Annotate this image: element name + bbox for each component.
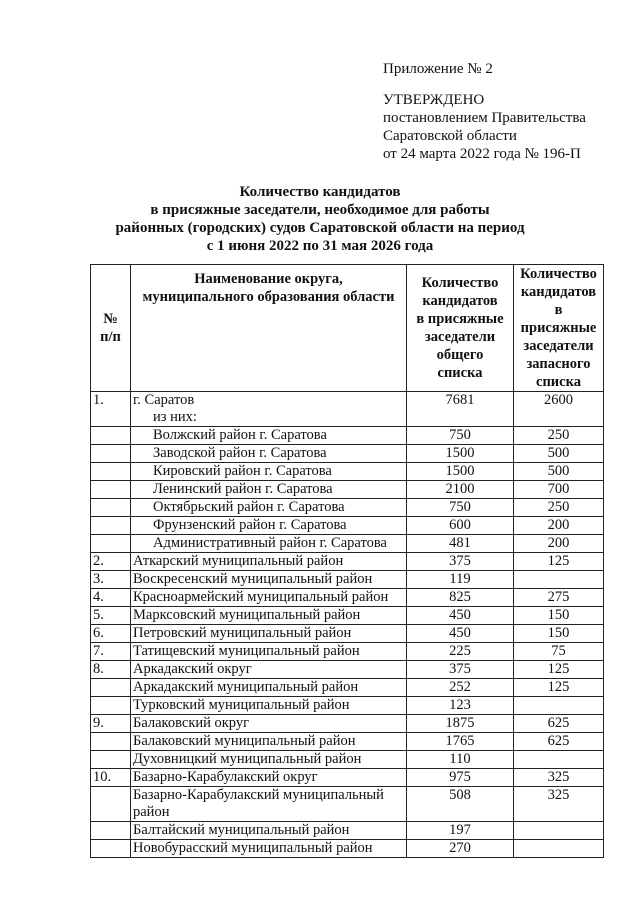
header-name-line: муниципального образования области: [142, 289, 395, 305]
table-row: [91, 445, 604, 463]
header-general-line: общего: [436, 347, 484, 363]
row-name: Турковский муниципальный район: [131, 697, 407, 715]
row-name: Балаковский муниципальный район: [131, 733, 407, 751]
row-reserve-count: 625: [514, 733, 604, 751]
row-general-count: 750: [407, 499, 514, 517]
row-number: [91, 517, 131, 535]
table-row: [91, 787, 604, 822]
row-name: Красноармейский муниципальный район: [131, 589, 407, 607]
appendix-label: Приложение № 2: [383, 61, 493, 77]
row-number: 3.: [91, 571, 131, 589]
table-row: [91, 589, 604, 607]
header-reserve-line: списка: [536, 374, 581, 390]
header-general-line: списка: [437, 365, 483, 381]
table-row: [91, 697, 604, 715]
row-number: [91, 787, 131, 822]
table-row: [91, 409, 604, 427]
row-number: 8.: [91, 661, 131, 679]
approval-line-1: постановлением Правительства: [383, 110, 586, 126]
row-number: [91, 427, 131, 445]
row-general-count: 7681: [407, 392, 514, 410]
row-name: Кировский район г. Саратова: [131, 463, 407, 481]
approval-line-2: Саратовской области: [383, 128, 517, 144]
row-reserve-count: 275: [514, 589, 604, 607]
row-general-count: 119: [407, 571, 514, 589]
row-number: 10.: [91, 769, 131, 787]
row-reserve-count: 625: [514, 715, 604, 733]
header-general-line: кандидатов: [422, 293, 498, 309]
row-name: г. Саратов: [131, 392, 407, 410]
row-number: [91, 751, 131, 769]
table-row: [91, 499, 604, 517]
row-general-count: 123: [407, 697, 514, 715]
row-number: [91, 822, 131, 840]
row-reserve-count: 500: [514, 445, 604, 463]
row-name: Петровский муниципальный район: [131, 625, 407, 643]
row-general-count: 1765: [407, 733, 514, 751]
row-reserve-count: 125: [514, 553, 604, 571]
row-general-count: 375: [407, 553, 514, 571]
row-general-count: 375: [407, 661, 514, 679]
document-title: [0, 183, 640, 255]
header-name: [131, 265, 407, 392]
row-name: Балаковский округ: [131, 715, 407, 733]
table-row: [91, 607, 604, 625]
table-row: [91, 571, 604, 589]
row-number: [91, 463, 131, 481]
row-number: [91, 535, 131, 553]
title-line-4: с 1 июня 2022 по 31 мая 2026 года: [206, 238, 434, 254]
row-name: Аркадакский округ: [131, 661, 407, 679]
row-number: [91, 499, 131, 517]
approved-stamp-text: УТВЕРЖДЕНО: [383, 92, 485, 108]
row-reserve-count: 325: [514, 787, 604, 822]
row-number: 2.: [91, 553, 131, 571]
approval-line-3: от 24 марта 2022 года № 196-П: [383, 146, 581, 162]
row-number: 7.: [91, 643, 131, 661]
row-reserve-count: 700: [514, 481, 604, 499]
table-row: [91, 517, 604, 535]
row-general-count: 600: [407, 517, 514, 535]
row-reserve-count: [514, 409, 604, 427]
row-general-count: 450: [407, 607, 514, 625]
table-row: [91, 553, 604, 571]
table-row: [91, 661, 604, 679]
row-reserve-count: [514, 571, 604, 589]
approval-block: [383, 60, 586, 163]
row-name: Духовницкий муниципальный район: [131, 751, 407, 769]
row-name: Заводской район г. Саратова: [131, 445, 407, 463]
row-general-count: 2100: [407, 481, 514, 499]
header-general-line: заседатели: [424, 329, 496, 345]
row-name: Аркадакский муниципальный район: [131, 679, 407, 697]
table-row: [91, 679, 604, 697]
table-row: [91, 643, 604, 661]
row-name: Фрунзенский район г. Саратова: [131, 517, 407, 535]
row-general-count: 1500: [407, 445, 514, 463]
row-reserve-count: 500: [514, 463, 604, 481]
row-reserve-count: 150: [514, 625, 604, 643]
row-number: [91, 733, 131, 751]
header-reserve-line: в присяжные: [520, 302, 597, 336]
row-number: 1.: [91, 392, 131, 410]
row-name: Аткарский муниципальный район: [131, 553, 407, 571]
row-name: Марксовский муниципальный район: [131, 607, 407, 625]
row-reserve-count: 200: [514, 535, 604, 553]
row-reserve-count: 125: [514, 661, 604, 679]
header-general-line: Количество: [421, 275, 499, 291]
row-general-count: 270: [407, 840, 514, 858]
row-reserve-count: 250: [514, 427, 604, 445]
row-general-count: 225: [407, 643, 514, 661]
title-line-2: в присяжные заседатели, необходимое для работы: [150, 202, 490, 218]
table-row: [91, 822, 604, 840]
row-reserve-count: [514, 822, 604, 840]
row-name: Административный район г. Саратова: [131, 535, 407, 553]
table-row: [91, 463, 604, 481]
row-number: 6.: [91, 625, 131, 643]
row-general-count: 1875: [407, 715, 514, 733]
candidates-table: [90, 264, 604, 858]
row-number: 9.: [91, 715, 131, 733]
title-line-3: районных (городских) судов Саратовской области на период: [115, 220, 525, 236]
row-general-count: 750: [407, 427, 514, 445]
header-reserve-line: заседатели: [523, 338, 594, 354]
row-general-count: 825: [407, 589, 514, 607]
row-reserve-count: [514, 840, 604, 858]
table-row: [91, 751, 604, 769]
row-number: [91, 445, 131, 463]
row-general-count: 508: [407, 787, 514, 822]
row-name: Татищевский муниципальный район: [131, 643, 407, 661]
table-row: [91, 625, 604, 643]
row-reserve-count: 2600: [514, 392, 604, 410]
row-number: 4.: [91, 589, 131, 607]
table-row: [91, 715, 604, 733]
row-reserve-count: 150: [514, 607, 604, 625]
row-name: Базарно-Карабулакский округ: [131, 769, 407, 787]
row-number: [91, 679, 131, 697]
row-name: Балтайский муниципальный район: [131, 822, 407, 840]
row-number: [91, 481, 131, 499]
table-header-row: [91, 265, 604, 392]
table-row: [91, 535, 604, 553]
header-reserve-list: [514, 265, 604, 392]
row-number: [91, 697, 131, 715]
header-reserve-line: запасного: [526, 356, 591, 372]
row-name: Воскресенский муниципальный район: [131, 571, 407, 589]
row-name: Ленинский район г. Саратова: [131, 481, 407, 499]
row-general-count: 252: [407, 679, 514, 697]
row-name: из них:: [131, 409, 407, 427]
row-name: Базарно-Карабулакский муниципальный район: [131, 787, 407, 822]
row-name: Новобурасский муниципальный район: [131, 840, 407, 858]
row-reserve-count: 250: [514, 499, 604, 517]
row-general-count: 110: [407, 751, 514, 769]
row-general-count: 975: [407, 769, 514, 787]
title-line-1: Количество кандидатов: [239, 184, 401, 200]
row-number: 5.: [91, 607, 131, 625]
header-number: [91, 265, 131, 392]
header-general-line: в присяжные: [416, 311, 504, 327]
row-name: Октябрьский район г. Саратова: [131, 499, 407, 517]
row-number: [91, 409, 131, 427]
table-row: [91, 733, 604, 751]
header-general-list: [407, 265, 514, 392]
row-general-count: [407, 409, 514, 427]
row-general-count: 197: [407, 822, 514, 840]
table-row: [91, 769, 604, 787]
row-number: [91, 840, 131, 858]
row-general-count: 1500: [407, 463, 514, 481]
row-reserve-count: 325: [514, 769, 604, 787]
table-row: [91, 427, 604, 445]
header-reserve-line: кандидатов: [520, 284, 597, 300]
row-reserve-count: 200: [514, 517, 604, 535]
row-name: Волжский район г. Саратова: [131, 427, 407, 445]
header-reserve-line: Количество: [520, 266, 597, 282]
row-general-count: 481: [407, 535, 514, 553]
table-row: [91, 481, 604, 499]
table-row: [91, 392, 604, 410]
header-name-line: Наименование округа,: [194, 271, 343, 287]
row-reserve-count: 75: [514, 643, 604, 661]
header-number-line: п/п: [100, 329, 121, 345]
table-row: [91, 840, 604, 858]
row-reserve-count: [514, 697, 604, 715]
row-reserve-count: [514, 751, 604, 769]
header-number-line: №: [103, 311, 118, 327]
row-reserve-count: 125: [514, 679, 604, 697]
row-general-count: 450: [407, 625, 514, 643]
